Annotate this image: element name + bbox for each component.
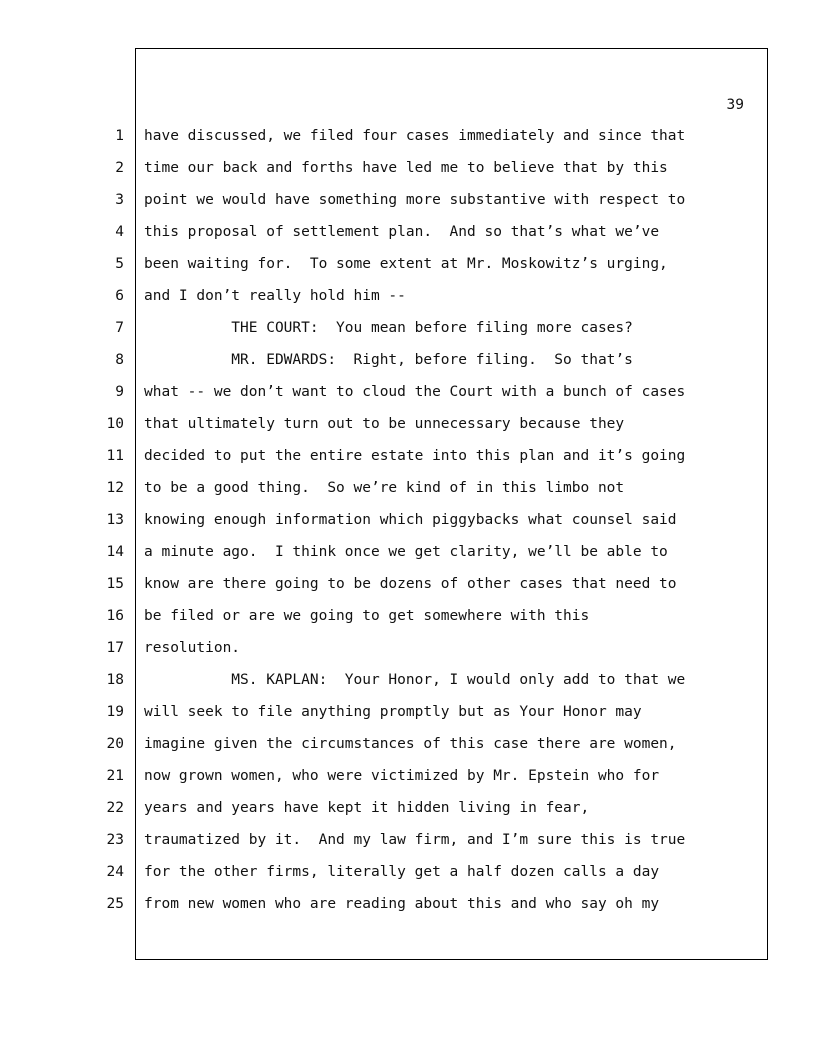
line-number: 24 — [106, 864, 124, 880]
line-number: 9 — [115, 384, 124, 400]
line-number: 4 — [115, 224, 124, 240]
line-text: time our back and forths have led me to believe that by this — [144, 160, 668, 176]
transcript-line — [0, 415, 816, 447]
line-text: what -- we don’t want to cloud the Court with a bunch of cases — [144, 384, 686, 400]
transcript-line — [0, 831, 816, 863]
line-text: imagine given the circumstances of this case there are women, — [144, 736, 677, 752]
line-text: THE COURT: You mean before filing more cases? — [144, 320, 633, 336]
line-text: that ultimately turn out to be unnecessary because they — [144, 416, 625, 432]
transcript-line — [0, 159, 816, 191]
line-text: been waiting for. To some extent at Mr. Moskowitz’s urging, — [144, 256, 668, 272]
transcript-line — [0, 671, 816, 703]
line-text: from new women who are reading about this and who say oh my — [144, 896, 660, 912]
line-text: have discussed, we filed four cases immediately and since that — [144, 128, 686, 144]
line-number: 16 — [106, 608, 124, 624]
line-text: to be a good thing. So we’re kind of in this limbo not — [144, 480, 625, 496]
line-number: 20 — [106, 736, 124, 752]
line-text: and I don’t really hold him -- — [144, 288, 406, 304]
transcript-line — [0, 863, 816, 895]
transcript-line — [0, 351, 816, 383]
transcript-line — [0, 639, 816, 671]
line-number: 17 — [106, 640, 124, 656]
transcript-line — [0, 223, 816, 255]
line-number: 7 — [115, 320, 124, 336]
transcript-line — [0, 447, 816, 479]
line-text: decided to put the entire estate into this plan and it’s going — [144, 448, 686, 464]
line-number: 23 — [106, 832, 124, 848]
line-number: 15 — [106, 576, 124, 592]
line-text: this proposal of settlement plan. And so that’s what we’ve — [144, 224, 660, 240]
transcript-line — [0, 575, 816, 607]
line-text: a minute ago. I think once we get clarity, we’ll be able to — [144, 544, 668, 560]
transcript-line — [0, 287, 816, 319]
line-number: 25 — [106, 896, 124, 912]
line-text: for the other firms, literally get a half dozen calls a day — [144, 864, 660, 880]
transcript-line — [0, 799, 816, 831]
line-number: 13 — [106, 512, 124, 528]
line-text: knowing enough information which piggybacks what counsel said — [144, 512, 677, 528]
line-number: 21 — [106, 768, 124, 784]
line-number: 12 — [106, 480, 124, 496]
line-number: 22 — [106, 800, 124, 816]
transcript-line — [0, 479, 816, 511]
transcript-line — [0, 543, 816, 575]
line-number: 18 — [106, 672, 124, 688]
transcript-line — [0, 191, 816, 223]
line-text: MS. KAPLAN: Your Honor, I would only add to that we — [144, 672, 686, 688]
line-text: now grown women, who were victimized by Mr. Epstein who for — [144, 768, 660, 784]
transcript-line — [0, 735, 816, 767]
transcript-line — [0, 319, 816, 351]
page-number: 39 — [726, 97, 744, 113]
transcript-body — [0, 127, 816, 927]
line-number: 14 — [106, 544, 124, 560]
transcript-line — [0, 767, 816, 799]
transcript-line — [0, 895, 816, 927]
line-text: years and years have kept it hidden living in fear, — [144, 800, 590, 816]
transcript-line — [0, 127, 816, 159]
transcript-line — [0, 255, 816, 287]
line-text: resolution. — [144, 640, 241, 656]
line-number: 11 — [106, 448, 124, 464]
line-text: will seek to file anything promptly but as Your Honor may — [144, 704, 642, 720]
line-number: 5 — [115, 256, 124, 272]
line-number: 19 — [106, 704, 124, 720]
line-text: be filed or are we going to get somewhere with this — [144, 608, 590, 624]
line-number: 8 — [115, 352, 124, 368]
line-text: traumatized by it. And my law firm, and I’m sure this is true — [144, 832, 686, 848]
line-number: 3 — [115, 192, 124, 208]
line-text: know are there going to be dozens of other cases that need to — [144, 576, 677, 592]
line-number: 10 — [106, 416, 124, 432]
line-text: MR. EDWARDS: Right, before filing. So that’s — [144, 352, 633, 368]
transcript-line — [0, 383, 816, 415]
line-number: 1 — [115, 128, 124, 144]
transcript-line — [0, 607, 816, 639]
transcript-line — [0, 703, 816, 735]
line-number: 2 — [115, 160, 124, 176]
transcript-line — [0, 511, 816, 543]
line-number: 6 — [115, 288, 124, 304]
line-text: point we would have something more substantive with respect to — [144, 192, 686, 208]
